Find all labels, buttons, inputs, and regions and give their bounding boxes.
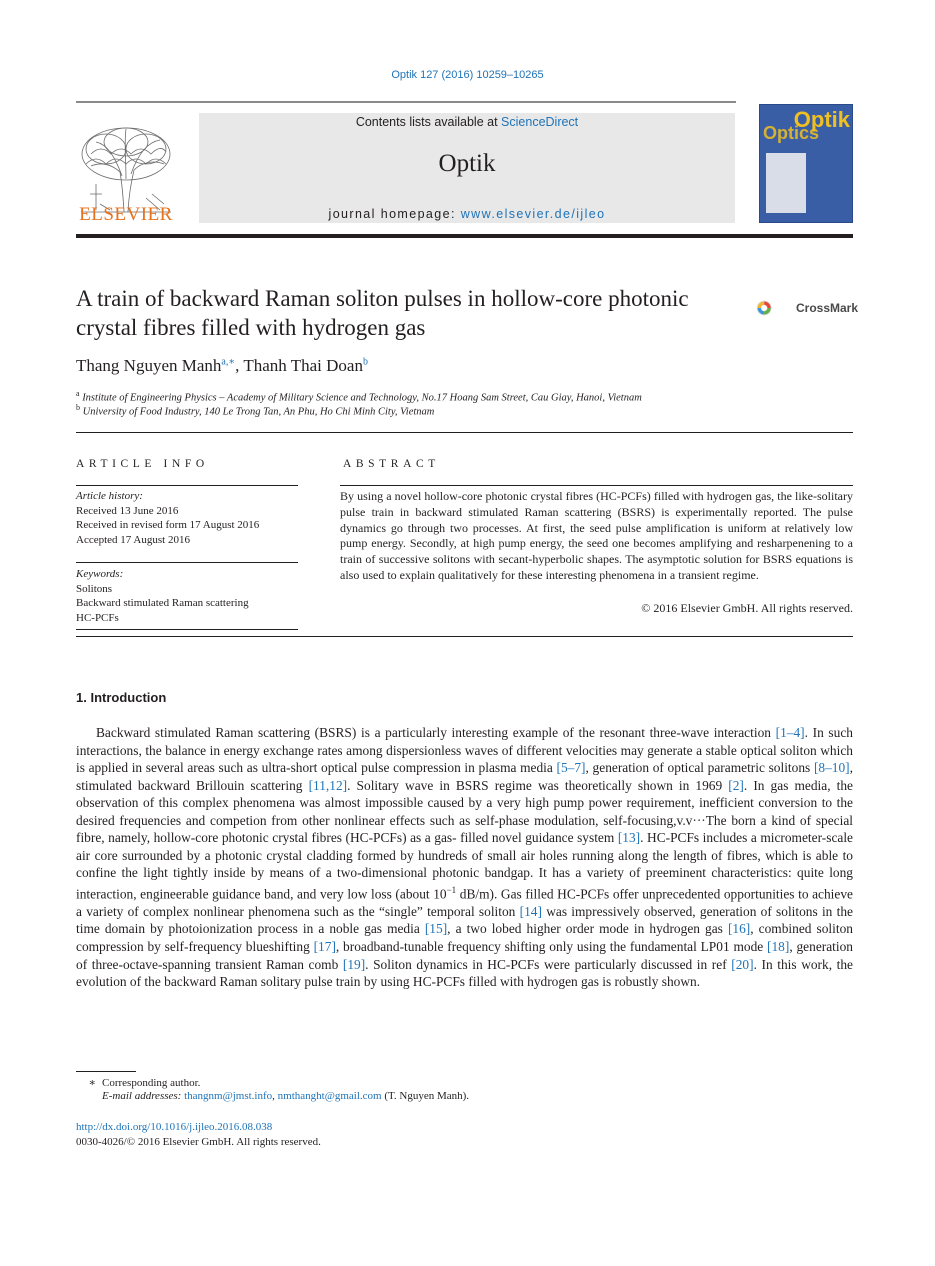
abstract-rule xyxy=(340,485,853,486)
body-text: . In this work, the evolution of the backward Raman solitary pulse train by using HC-PCFs filled with hydrogen gas is robustly shown. xyxy=(76,956,854,990)
keyword-item: Solitons xyxy=(76,582,113,595)
journal-reference-link[interactable]: Optik 127 (2016) 10259–10265 xyxy=(391,69,544,81)
history-label: Article history: xyxy=(76,490,143,502)
email-link-1[interactable]: thangnm@jmst.info xyxy=(184,1090,273,1102)
citation-link[interactable]: [1–4] xyxy=(775,725,805,740)
body-text: . Solitary wave in BSRS regime was theoretically shown in 1969 xyxy=(347,777,729,793)
email-link-2[interactable]: nmthanght@gmail.com xyxy=(277,1090,382,1102)
body-text: , generation of three-octave-spanning transient Raman comb xyxy=(76,939,853,972)
abstract-copyright: © 2016 Elsevier GmbH. All rights reserved. xyxy=(641,601,853,615)
cover-subtitle: Optics xyxy=(763,123,820,143)
citation-link[interactable]: [18] xyxy=(767,939,790,955)
author-1: Thang Nguyen Manh xyxy=(76,356,222,375)
introduction-paragraph xyxy=(76,724,853,991)
keywords xyxy=(76,567,249,625)
cover-title: Optik xyxy=(793,107,850,132)
cover-contents-box xyxy=(766,153,806,213)
citation-link[interactable]: [16] xyxy=(727,921,751,937)
keyword-item: HC-PCFs xyxy=(76,611,119,624)
author-separator: , xyxy=(235,356,244,375)
author-2: Thanh Thai Doan xyxy=(243,356,363,375)
affiliation-b xyxy=(76,403,434,418)
history-revised: Received in revised form 17 August 2016 xyxy=(76,519,260,531)
body-text: was impressively observed, generation of solitons in the time domain by photoionization process in a noble gas media xyxy=(76,903,853,937)
body-text: . In such interactions, the balance in energy exchange rates among dispersionless waves of different velocities may generate a stable optical soliton which is applied in several areas such as ultra-short optical pulse compression in plasma media xyxy=(76,725,853,776)
author-list xyxy=(76,356,368,376)
body-text: , generation of optical parametric solitons xyxy=(585,760,814,776)
footnote-mark: ∗ xyxy=(88,1077,96,1089)
body-text: dB/m). Gas filled HC-PCFs offer unprecedented opportunities to achieve a variety of complex nonlinear phenomena such as the “single” temporal soliton xyxy=(76,886,853,919)
email-suffix: (T. Nguyen Manh). xyxy=(381,1090,470,1102)
citation-link[interactable]: [5–7] xyxy=(556,760,586,776)
crossmark-label[interactable]: CrossMark xyxy=(796,301,859,315)
section-divider-rule xyxy=(76,636,853,637)
citation-link[interactable]: [17] xyxy=(313,939,336,955)
body-text: , broadband-tunable frequency shifting only using the fundamental LP01 mode xyxy=(335,939,768,955)
homepage-link[interactable]: www.elsevier.de/ijleo xyxy=(460,207,606,221)
issn-copyright: 0030-4026/© 2016 Elsevier GmbH. All rights reserved. xyxy=(76,1136,321,1148)
homepage-prefix: journal homepage: xyxy=(328,207,456,221)
article-history xyxy=(76,489,259,547)
author-2-affil-mark[interactable]: b xyxy=(362,356,368,368)
body-text: . Soliton dynamics in HC-PCFs were particularly discussed in ref xyxy=(365,956,732,972)
citation-link[interactable]: [14] xyxy=(519,903,542,919)
email-label: E-mail addresses: xyxy=(102,1090,182,1102)
top-rule xyxy=(76,101,736,103)
sciencedirect-link[interactable]: ScienceDirect xyxy=(501,115,579,129)
info-top-rule xyxy=(76,432,853,433)
affiliation-b-text: University of Food Industry, 140 Le Trong Tan, An Phu, Ho Chi Minh City, Vietnam xyxy=(82,406,435,418)
citation-link[interactable]: [11,12] xyxy=(308,777,348,793)
exponent: −1 xyxy=(446,884,457,895)
doi-link[interactable]: http://dx.doi.org/10.1016/j.ijleo.2016.08.038 xyxy=(76,1121,273,1133)
citation-link[interactable]: [2] xyxy=(728,777,744,793)
journal-title: Optik xyxy=(438,150,496,177)
contents-prefix: Contents lists available at xyxy=(355,115,498,129)
elsevier-wordmark: ELSEVIER xyxy=(79,204,173,225)
body-text: Backward stimulated Raman scattering (BSRS) is a particularly interesting example of the resonant three-wave interaction xyxy=(96,725,776,740)
citation-link[interactable]: [13] xyxy=(617,830,641,846)
body-text: . In gas media, the observation of this complex phenomena was almost impossible caused by a very high pump power requirement, inefficient conversion to the desired frequencies and competion from other nonlinear effects such as self-phase modulation, self-focusing,v.v···The born a kind of special fibre, namely, hollow-core photonic crystal fibres (HC-PCFs) as a gas- filled novel guidance system xyxy=(76,777,853,846)
section-heading-introduction: 1. Introduction xyxy=(76,690,167,705)
history-accepted: Accepted 17 August 2016 xyxy=(76,533,190,546)
citation-link[interactable]: [15] xyxy=(424,921,448,937)
contents-line xyxy=(199,115,735,129)
citation-link[interactable]: [19] xyxy=(342,956,366,972)
body-text: , stimulated backward Brillouin scattering xyxy=(76,760,853,793)
affiliation-a-mark: a xyxy=(76,389,80,398)
body-text: . HC-PCFs includes a micrometer-scale air core surrounded by a photonic crystal cladding formed by hundreds of small air holes running along the length of fibres, which is able to confine the light tightly inside by means of a two-dimensional photonic bandgap. It has a variety of preeminent characteristics: quite long interaction, engineerable guidance band, and very low loss (about 10 xyxy=(76,830,853,902)
header-thick-rule xyxy=(76,234,853,238)
body-text: , combined soliton compression by self-frequency blueshifting xyxy=(76,921,853,955)
email-note xyxy=(76,1090,469,1102)
citation-link[interactable]: [20] xyxy=(731,956,754,972)
body-text: , a two lobed higher order mode in hydrogen gas xyxy=(447,921,728,937)
article-title: A train of backward Raman soliton pulses in hollow-core photonic crystal fibres filled with hydrogen gas xyxy=(76,286,689,340)
info-rule-1 xyxy=(76,485,298,486)
affiliation-b-mark: b xyxy=(76,403,80,412)
info-rule-3 xyxy=(76,629,298,630)
footnote-rule xyxy=(76,1071,136,1072)
abstract-text: By using a novel hollow-core photonic crystal fibres (HC-PCFs) filled with hydrogen gas, the like-solitary pulse train in backward stimulated Raman scattering (BSRS) is experimentally reported. The pulse dynamics go through two processes. At first, the seed pulse amplification is uniform at relatively low pump energy. Secondly, at high pump energy, the seed one becomes amplifying and resharpenening to a train of successive solitons with secant-hyperbolic shapes. The asymptotic solution for BSRS equations is also used to explain qualitatively for these interesting phenomena in a transient regime. xyxy=(340,489,853,582)
crossmark-icon[interactable] xyxy=(756,288,796,328)
email-separator: , xyxy=(272,1090,278,1102)
affiliation-a xyxy=(76,389,642,404)
info-rule-2 xyxy=(76,562,298,563)
homepage-line xyxy=(199,207,735,221)
keywords-label: Keywords: xyxy=(76,568,124,580)
abstract-heading: ABSTRACT xyxy=(343,458,440,470)
citation-link[interactable]: [8–10] xyxy=(813,760,850,776)
history-received: Received 13 June 2016 xyxy=(76,504,179,517)
article-info-heading: ARTICLE INFO xyxy=(76,458,209,470)
affiliation-a-text: Institute of Engineering Physics – Academy of Military Science and Technology, No.17 Hoang Sam Street, Cau Giay, Hanoi, Vietnam xyxy=(82,392,642,404)
keyword-item: Backward stimulated Raman scattering xyxy=(76,597,249,609)
corresponding-author-note xyxy=(76,1076,200,1089)
corresponding-author-text: Corresponding author. xyxy=(102,1077,201,1089)
author-1-affil-mark[interactable]: a,∗ xyxy=(221,356,236,368)
journal-cover-image xyxy=(759,104,853,223)
